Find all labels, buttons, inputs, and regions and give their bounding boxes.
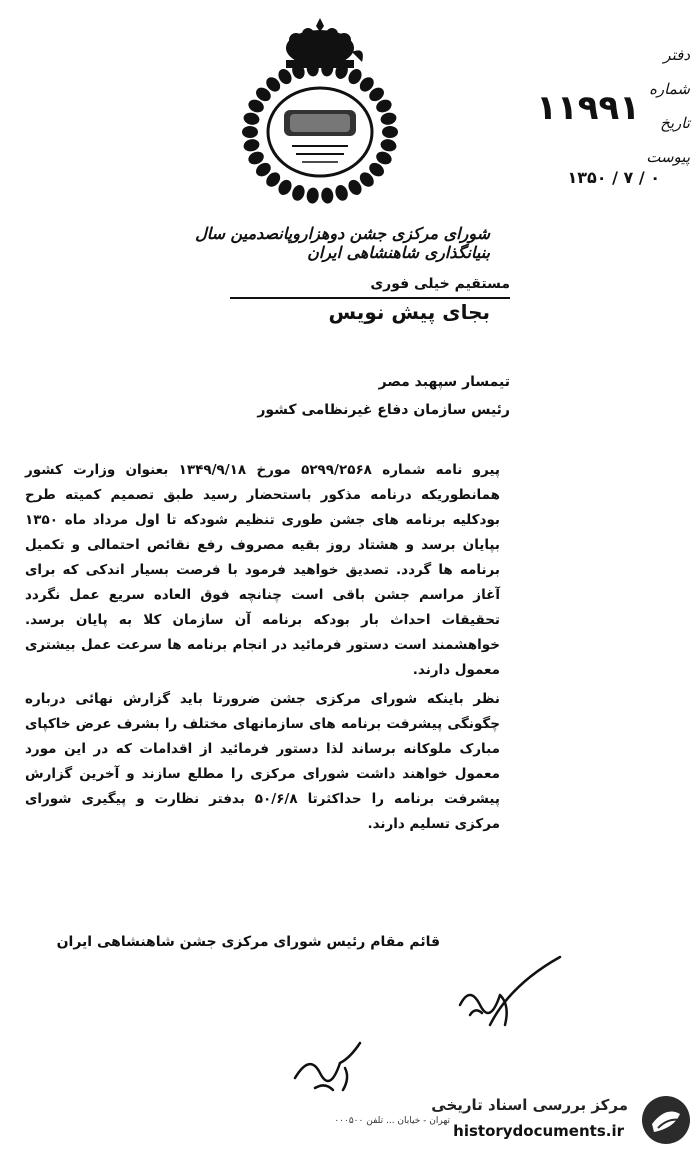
addressee-block (190, 368, 510, 424)
body-paragraph-1: پیرو نامه شماره ۵۲۹۹/۲۵۶۸ مورخ ۱۳۴۹/۹/۱۸ بعنوان وزارت کشور همانطوریکه درنامه مذکور باستحضار رسید طبق تصمیم کمیته طرح بودکلیه برنامه های جشن طوری تنظیم شودکه تا اول مرداد ماه ۱۳۵۰ بپایان برسد و هشتاد روز بقیه مصروف رفع نقائص احتمالی و تکمیل برنامه ها گردد. تصدیق خواهید فرمود با فرصت بسیار اندکی که برای آغاز مراسم جشن باقی است چنانچه فوق العاده سریع عمل نگردد تحقیقات احداث بار بودکه برنامه آن سازمان کلا به پایان برسد. خواهشمند است دستور فرمائید در انجام برنامه ها سرعت عمل بیشتری معمول دارند. (25, 462, 500, 678)
signature-title: قائم مقام رئیس شورای مرکزی جشن شاهنشاهی ایران (56, 934, 440, 950)
watermark-url: historydocuments.ir (453, 1122, 624, 1140)
divider (230, 297, 510, 299)
number-label: شماره (649, 80, 690, 98)
letter-body (25, 458, 500, 837)
addressee-name: تیمسار سپهبد مصر (378, 374, 510, 390)
watermark-title: مرکز بررسی اسناد تاریخی (431, 1096, 628, 1114)
addressee-title: رئیس سازمان دفاع غیرنظامی کشور (257, 402, 510, 418)
emblem-logo (230, 14, 410, 214)
date-label: تاریخ (660, 114, 690, 132)
office-label: دفتر (663, 46, 690, 64)
organization-title: شورای مرکزی جشن دوهزاروپانصدمین سال بنیانگذاری شاهنشاهی ایران (195, 224, 490, 262)
handwritten-signature (450, 955, 570, 1045)
subject-line: بجای پیش نویس (328, 300, 490, 324)
footer-address: تهران - خیابان ... تلفن ۰۰۰۵۰۰ (334, 1116, 450, 1126)
security-label: مستقیم خیلی فوری (370, 276, 510, 292)
body-paragraph-2: نظر باینکه شورای مرکزی جشن ضرورتا باید گزارش نهائی درباره چگونگی پیشرفت برنامه های سازمانهای مختلف را بشرف عرض خاکپای مبارک ملوکانه برساند لذا دستور فرمائید از اقدامات که در این مورد معمول خواهند داشت شورای مرکزی را مطلع سازند و آخرین گزارش پیشرفت برنامه را حداکثرتا ۵۰/۶/۸ بدفتر نظارت و پیگیری شورای مرکزی تسلیم دارند. (25, 691, 500, 832)
attachment-label: پیوست (646, 148, 690, 166)
document-number: ۱۱۹۹۱ (536, 88, 640, 128)
document-center-logo-icon (640, 1094, 692, 1146)
handwritten-initials (285, 1038, 375, 1098)
header-meta-labels (645, 38, 690, 174)
document-date: ۱۳۵۰ / ۷ / ۰ (567, 168, 660, 187)
